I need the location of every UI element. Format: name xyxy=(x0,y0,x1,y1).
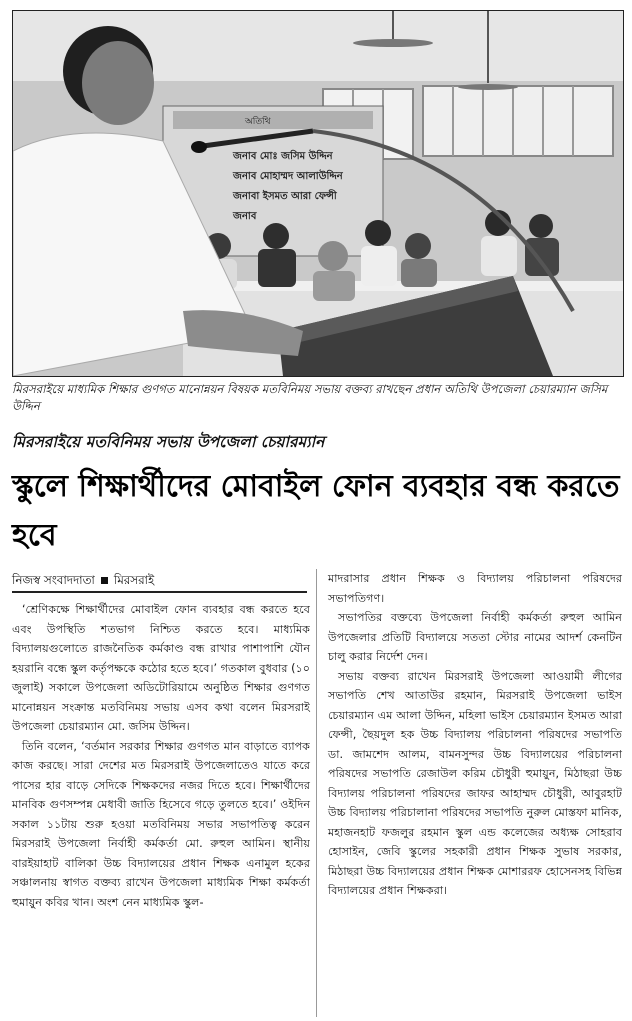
banner-line: জনাবা ইসমত আরা ফেন্সী xyxy=(233,191,337,202)
banner-line: জনাব xyxy=(233,211,257,222)
kicker-headline: মিরসরাইয়ে মতবিনিময় সভায় উপজেলা চেয়ারম্যান xyxy=(12,433,325,451)
main-headline: স্কুলে শিক্ষার্থীদের মোবাইল ফোন ব্যবহার বন্ধ করতে হবে xyxy=(12,469,620,553)
byline xyxy=(12,571,307,593)
news-photo xyxy=(12,10,624,377)
byline-location: মিরসরাই xyxy=(113,573,155,587)
paragraph: সভাপতির বক্তব্যে উপজেলা নির্বাহী কর্মকর্তা রুহুল আমিন উপজেলার প্রতিটি বিদ্যালয়ে সততা স্টোর নামের আদর্শ কেনটিন চালু করার নির্দেশ দেন। xyxy=(328,611,622,663)
banner-line: জনাব মোঃ জসিম উদ্দিন xyxy=(233,151,333,162)
banner-line: অতিথি xyxy=(245,117,271,127)
paragraph: সভায় বক্তব্য রাখেন মিরসরাই উপজেলা আওয়ামী লীগের সভাপতি শেখ আতাউর রহমান, মিরসরাই উপজেলা ভাইস চেয়ারম্যান এম আলা উদ্দিন, মহিলা ভাইস চেয়ারম্যান ইসমত আরা ফেন্সী, ছৈয়দুল হক উচ্চ বিদ্যালয় পরিচালনা পরিষদের সভাপতি ডা. জামশেদ আলম, বামনসুন্দর উচ্চ বিদ্যালয়ের পরিচালনা পরিষদের সভাপতি রেজাউল করিম চৌধুরী হুমায়ুন, মিঠাছরা উচ্চ বিদ্যালয় পরিচালনা পরিষদের জাফর আহাম্মদ চৌধুরী, আবুরহাট উচ্চ বিদ্যালয় পরিচালানা পরিষদের সভাপতি নুরুল মোস্তফা মানিক, মহাজনহাট ফজলুর রহমান স্কুল এন্ড কলেজের অধ্যক্ষ সোহরাব হোসাইন, জেবি স্কুলের সহকারী প্রধান শিক্ষক সুভাষ সরকার, মিঠাছরা উচ্চ বিদ্যালয়ের প্রধান শিক্ষক মোশাররফ হোসেনসহ বিভিন্ন বিদ্যালয়ের প্রধান শিক্ষকরা। xyxy=(328,669,622,897)
banner-line: জনাব মোহাম্মদ আলাউদ্দিন xyxy=(233,171,343,182)
photo-caption: মিরসরাইয়ে মাধ্যমিক শিক্ষার গুণগত মানোন্নয়ন বিষয়ক মতবিনিময় সভায় বক্তব্য রাখছেন প্রধান অতিথি উপজেলা চেয়ারম্যান জসিম উদ্দিন xyxy=(12,382,608,413)
paragraph: মাদরাসার প্রধান শিক্ষক ও বিদ্যালয় পরিচালনা পরিষদের সভাপতিগণ। xyxy=(328,572,622,605)
separator-square-icon xyxy=(101,577,108,584)
article-column-left xyxy=(12,600,310,912)
reporter-name: নিজস্ব সংবাদদাতা xyxy=(12,573,95,587)
photo-speaker-at-podium-icon xyxy=(13,11,623,376)
paragraph: তিনি বলেন, ‘বর্তমান সরকার শিক্ষার গুণগত মান বাড়াতে ব্যাপক কাজ করছে। সারা দেশের মত মিরসরাই উপজেলাতেও যাতে করে পাসের হার বাড়ে সেদিকে শিক্ষকদের নজর দিতে হবে। শিক্ষার্থীদের মানবিক গুণসম্পন্ন মেধাবী জাতি হিসেবে গড়ে তুলতে হবে।’ ওইদিন সকাল ১১টায় শুরু হওয়া মতবিনিময় সভার সভাপতিত্ব করেন মিরসরাই উপজেলা নির্বাহী কর্মকর্তা মো. রুহুল আমিন। স্থানীয় বারইয়াহাট বালিকা উচ্চ বিদ্যালয়ের প্রধান শিক্ষক এনামুল হকের সঞ্চালনায় স্বাগত বক্তব্য রাখেন উপজেলা মাধ্যমিক শিক্ষা কর্মকর্তা হুমায়ুন কবির খান। অংশ নেন মাধ্যমিক স্কুল- xyxy=(12,739,310,909)
column-divider xyxy=(316,569,317,1017)
article-column-right xyxy=(328,569,622,901)
paragraph: ‘শ্রেণিকক্ষে শিক্ষার্থীদের মোবাইল ফোন ব্যবহার বন্ধ করতে হবে এবং উপস্থিতি শতভাগ নিশ্চিত করতে হবে। মাধ্যমিক বিদ্যালয়গুলোতে রাজনৈতিক কর্মকাণ্ড বন্ধ রাখার পাশাপাশি যৌন হয়রানি বন্ধে স্কুল কর্তৃপক্ষকে কঠোর হতে হবে।’ গতকাল বুধবার (১০ জুলাই) সকালে উপজেলা অডিটোরিয়ামে অনুষ্ঠিত শিক্ষার গুণগত মানোন্নয়ন সংক্রান্ত মতবিনিময় সভায় এসব কথা বলেন মিরসরাই উপজেলা চেয়ারম্যান মো. জসিম উদ্দিন। xyxy=(12,603,310,733)
